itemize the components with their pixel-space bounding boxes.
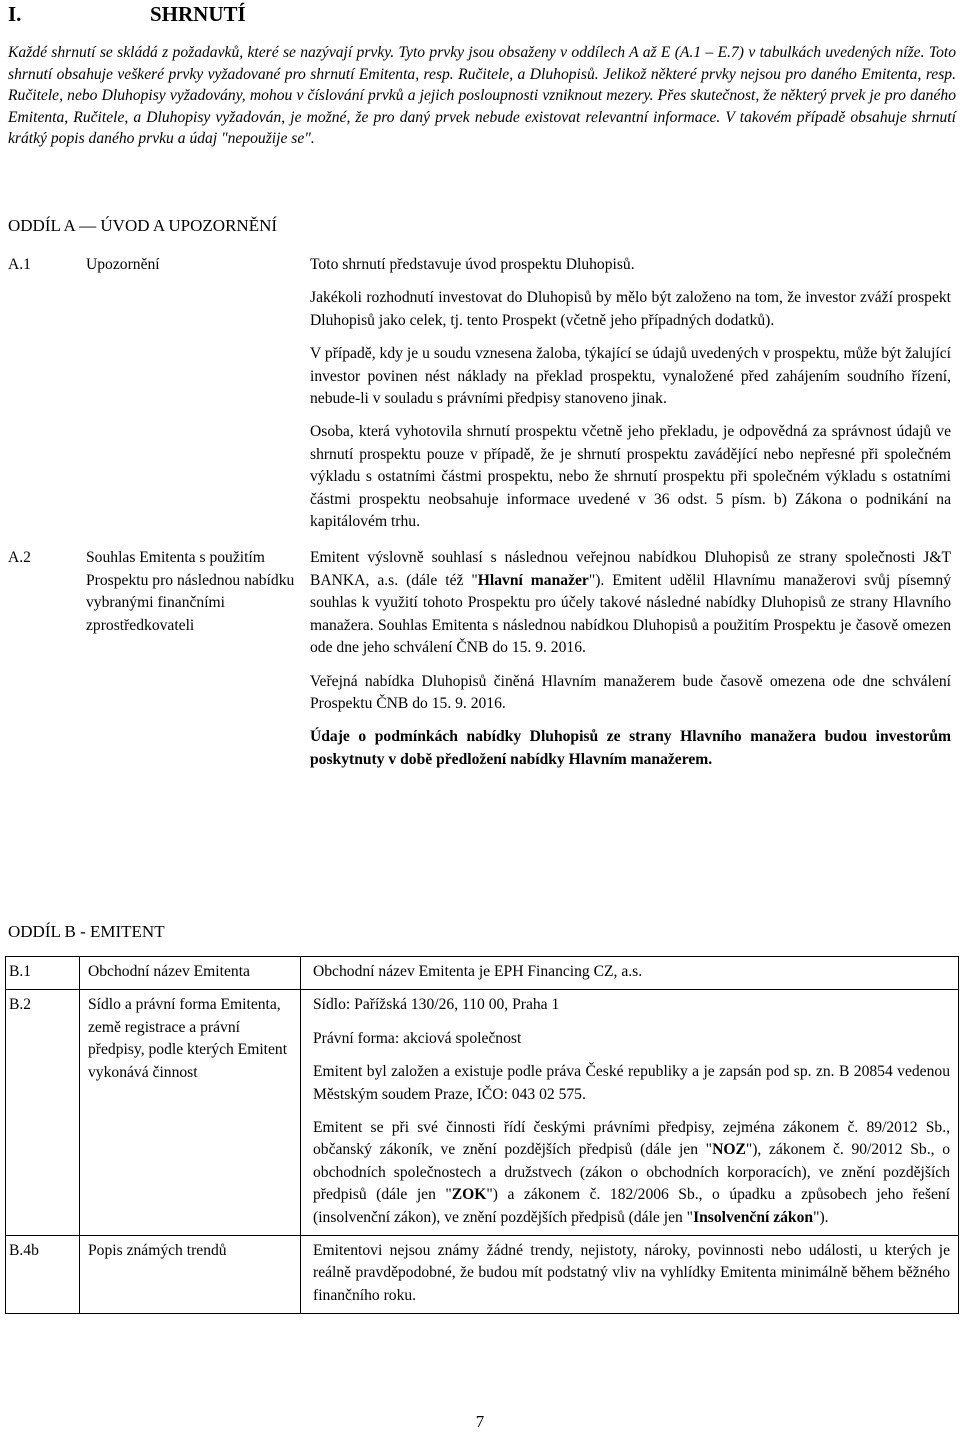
- table-row-b1: [6, 957, 959, 990]
- section-title-text: SHRNUTÍ: [150, 2, 246, 26]
- element-label: Obchodní název Emitenta: [80, 957, 301, 990]
- element-label: Upozornění: [86, 256, 160, 273]
- text-run: "), zákonem č. 90/2012 Sb., o obchodních společnostech a družstvech (zákon o obchodních korporacích), ve znění pozdějších předpisů (dále jen ": [313, 1141, 950, 1204]
- text-run-bold: Hlavní manažer: [477, 571, 589, 589]
- intro-text-part1: Každé shrnutí se skládá z požadavků, které se nazývají prvky. Tyto prvky jsou obsaženy v oddílech A až E (A.1 – E.7) v tabulkách uvedených níže. Toto shrnutí obsahuje veškeré prvky vyžadované pro shrnutí Emitenta, resp. Ručitele, a Dluhopisů. Jelikož některé prvky nejsou pro daného Emitenta, resp. Ručitele, nebo Dluhopisy vyžadovány, mohou v číslování prvků a jejich posloupnosti vzniknout mezery. Přes skutečnost, že některý prvek je pro daného Emitenta, Ručitele, a Dluhopisy vyžadován, je možné, že pro daný prvek nebude existovat relevantní informace.: [8, 44, 956, 126]
- section-number: I.: [8, 2, 22, 26]
- content-paragraph: Toto shrnutí představuje úvod prospektu Dluhopisů.: [310, 256, 635, 273]
- element-label: Souhlas Emitenta s použitím Prospektu pro následnou nabídku vybranými finančními zprostředkovateli: [86, 549, 295, 634]
- intro-paragraph: [8, 42, 956, 150]
- content-paragraph: Právní forma: akciová společnost: [313, 1029, 522, 1047]
- text-run-bold: Insolvenční zákon: [693, 1208, 814, 1226]
- element-id: A.1: [8, 256, 31, 273]
- text-run: ") a zákonem č. 182/2006 Sb., o úpadku a způsobech jeho řešení (insolvenční zákon), ve znění pozdějších předpisů (dále jen ": [313, 1186, 950, 1226]
- text-run: ").: [813, 1208, 829, 1226]
- element-id: B.1: [6, 957, 80, 990]
- element-id: B.2: [6, 990, 80, 1236]
- element-content: [301, 990, 959, 1236]
- content-paragraph: Osoba, která vyhotovila shrnutí prospektu včetně jeho překladu, je odpovědná za správnost údajů ve shrnutí prospektu pouze v případě, že je shrnutí prospektu zavádějící nebo nepřesné při společném výkladu s ostatními částmi prospektu, nebo že shrnutí prospektu při společném výkladu s ostatními částmi prospektu neobsahuje informace uvedené v 36 odst. 5 písm. b) Zákona o podnikání na kapitálovém trhu.: [310, 423, 951, 531]
- content-paragraph: Emitent byl založen a existuje podle práva České republiky a je zapsán pod sp. zn. B 20854 vedenou Městským soudem Praze, IČO: 043 02 575.: [313, 1063, 950, 1103]
- content-paragraph: V případě, kdy je u soudu vznesena žaloba, týkající se údajů uvedených v prospektu, může být žalující investor povinen nést náklady na překlad prospektu, vynaložené před zahájením soudního řízení, nebude-li v souladu s právními předpisy stanoveno jinak.: [310, 345, 951, 408]
- content-paragraph: [313, 1117, 950, 1229]
- element-content: [298, 539, 959, 777]
- text-run: Emitent výslovně souhlasí s následnou veřejnou nabídkou Dluhopisů ze strany společnosti J&T BANKA, a.s. (dále též ": [310, 549, 951, 589]
- intro-text-part2: V takovém případě obsahuje shrnutí krátký popis daného prvku a údaj "nepoužije se".: [8, 108, 956, 148]
- element-content: [301, 1236, 959, 1314]
- element-label: Sídlo a právní forma Emitenta, země registrace a právní předpisy, podle kterých Emitent vykonává činnost: [80, 990, 301, 1236]
- content-paragraph: Sídlo: Pařížská 130/26, 110 00, Praha 1: [313, 996, 560, 1014]
- section-b-table: [5, 956, 959, 1314]
- table-row-b4b: [6, 1236, 959, 1314]
- text-run-bold: ZOK: [451, 1186, 487, 1204]
- element-id: B.4b: [6, 1236, 80, 1314]
- content-paragraph: Obchodní název Emitenta je EPH Financing CZ, a.s.: [313, 963, 643, 980]
- text-run: Emitent se při své činnosti řídí českými právními předpisy, zejména zákonem č. 89/2012 Sb., občanský zákoník, ve znění pozdějších předpisů (dále jen ": [313, 1119, 950, 1159]
- section-b-heading: ODDÍL B - EMITENT: [8, 922, 165, 941]
- section-a-table: [5, 254, 959, 777]
- element-id: A.2: [8, 549, 31, 567]
- section-title: [8, 2, 246, 27]
- table-row-a2: [5, 539, 959, 777]
- table-row-a1: [5, 254, 959, 539]
- section-a-heading: ODDÍL A — ÚVOD A UPOZORNĚNÍ: [8, 216, 278, 235]
- content-paragraph: Údaje o podmínkách nabídky Dluhopisů ze strany Hlavního manažera budou investorům poskytnuty v době předložení nabídky Hlavním manažerem.: [310, 728, 951, 768]
- element-content: [298, 254, 959, 539]
- content-paragraph: Jakékoli rozhodnutí investovat do Dluhopisů by mělo být založeno na tom, že investor zváží prospekt Dluhopisů jako celek, tj. tento Prospekt (včetně jeho případných dodatků).: [310, 289, 951, 329]
- text-run-bold: NOZ: [712, 1141, 746, 1159]
- text-run: "). Emitent udělil Hlavnímu manažerovi svůj písemný souhlas k využití tohoto Prospektu pro účely takové následné nabídky Dluhopisů ze strany Hlavního manažera. Souhlas Emitenta s následnou nabídkou Dluhopisů a použitím Prospektu je časově omezen ode dne jeho schválení ČNB do 15. 9. 2016.: [310, 571, 951, 657]
- content-paragraph: Emitentovi nejsou známy žádné trendy, nejistoty, nároky, povinnosti nebo události, u kterých je reálně pravděpodobné, že budou mít podstatný vliv na vyhlídky Emitenta minimálně během běžného finančního roku.: [313, 1242, 950, 1304]
- element-label: Popis známých trendů: [80, 1236, 301, 1314]
- content-paragraph: Veřejná nabídka Dluhopisů činěná Hlavním manažerem bude časově omezena ode dne schválení Prospektu ČNB do 15. 9. 2016.: [310, 672, 951, 712]
- page-number: 7: [475, 1412, 485, 1431]
- content-paragraph: [310, 547, 951, 659]
- element-content: [301, 957, 959, 990]
- table-row-b2: [6, 990, 959, 1236]
